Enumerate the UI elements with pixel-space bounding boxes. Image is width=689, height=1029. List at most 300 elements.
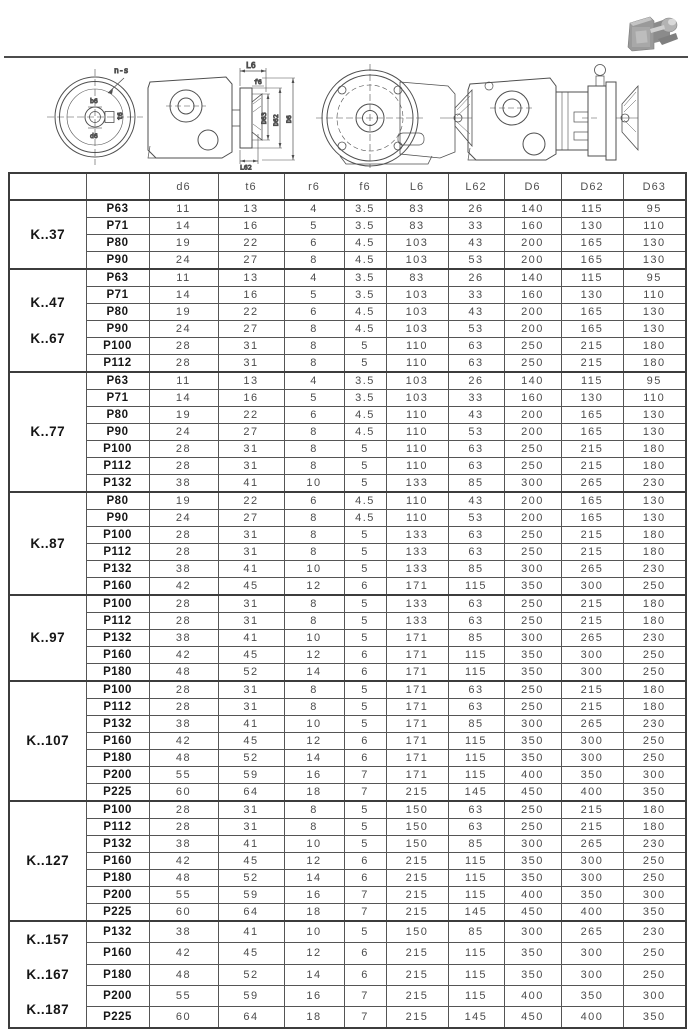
motor-size-cell: P90 [86, 252, 149, 270]
value-cell: 200 [504, 235, 561, 252]
motor-size-cell: P180 [86, 964, 149, 985]
value-cell: 45 [218, 943, 284, 964]
value-cell: 48 [149, 870, 218, 887]
value-cell: 215 [561, 355, 623, 373]
flange-front-view-drawing [316, 64, 472, 168]
value-cell: 350 [504, 578, 561, 596]
value-cell: 16 [218, 218, 284, 235]
value-cell: 130 [623, 407, 686, 424]
value-cell: 5 [344, 544, 386, 561]
value-cell: 16 [284, 985, 344, 1006]
value-cell: 180 [623, 458, 686, 475]
dim-D63-label: D63 [260, 112, 268, 124]
value-cell: 4.5 [344, 252, 386, 270]
value-cell: 53 [448, 252, 504, 270]
table-row [9, 355, 686, 373]
value-cell: 33 [448, 218, 504, 235]
group-label-cell [9, 681, 86, 801]
value-cell: 250 [504, 441, 561, 458]
table-row [9, 269, 686, 287]
value-cell: 42 [149, 943, 218, 964]
value-cell: 110 [386, 441, 448, 458]
value-cell: 42 [149, 733, 218, 750]
value-cell: 450 [504, 784, 561, 802]
value-cell: 215 [561, 595, 623, 613]
value-cell: 48 [149, 964, 218, 985]
value-cell: 38 [149, 630, 218, 647]
value-cell: 18 [284, 1006, 344, 1028]
value-cell: 300 [561, 750, 623, 767]
value-cell: 52 [218, 664, 284, 682]
motor-size-cell: P180 [86, 870, 149, 887]
value-cell: 133 [386, 475, 448, 493]
value-cell: 215 [561, 544, 623, 561]
end-view-drawing [47, 66, 143, 165]
value-cell: 130 [623, 252, 686, 270]
holes-count-label: n-s [114, 66, 129, 75]
value-cell: 8 [284, 458, 344, 475]
value-cell: 3.5 [344, 269, 386, 287]
value-cell: 64 [218, 904, 284, 922]
value-cell: 400 [504, 767, 561, 784]
value-cell: 350 [561, 887, 623, 904]
value-cell: 6 [344, 647, 386, 664]
table-row [9, 407, 686, 424]
motor-size-cell: P160 [86, 943, 149, 964]
value-cell: 16 [284, 887, 344, 904]
value-cell: 41 [218, 921, 284, 943]
value-cell: 11 [149, 269, 218, 287]
value-cell: 24 [149, 424, 218, 441]
value-cell: 300 [561, 664, 623, 682]
value-cell: 48 [149, 664, 218, 682]
value-cell: 350 [504, 870, 561, 887]
value-cell: 180 [623, 355, 686, 373]
group-label: K..187 [26, 1002, 70, 1018]
value-cell: 5 [344, 561, 386, 578]
dim-D62-label: D62 [272, 114, 280, 126]
motor-size-cell: P80 [86, 235, 149, 252]
value-cell: 6 [344, 664, 386, 682]
table-row [9, 904, 686, 922]
motor-size-cell: P100 [86, 441, 149, 458]
value-cell: 5 [344, 681, 386, 699]
value-cell: 18 [284, 904, 344, 922]
value-cell: 10 [284, 716, 344, 733]
value-cell: 165 [561, 492, 623, 510]
value-cell: 5 [344, 801, 386, 819]
motor-size-cell: P63 [86, 269, 149, 287]
value-cell: 110 [623, 218, 686, 235]
value-cell: 115 [448, 887, 504, 904]
column-header: L6 [386, 173, 448, 200]
value-cell: 250 [504, 527, 561, 544]
header-blank-cell [86, 173, 149, 200]
motor-size-cell: P180 [86, 664, 149, 682]
value-cell: 300 [623, 767, 686, 784]
value-cell: 350 [504, 733, 561, 750]
value-cell: 165 [561, 304, 623, 321]
gearmotor-photo-shape [628, 17, 678, 51]
dim-f6-label: f6 [254, 78, 262, 86]
table-row [9, 716, 686, 733]
value-cell: 6 [344, 733, 386, 750]
value-cell: 28 [149, 613, 218, 630]
value-cell: 115 [448, 750, 504, 767]
table-row [9, 921, 686, 943]
value-cell: 28 [149, 338, 218, 355]
value-cell: 200 [504, 304, 561, 321]
value-cell: 250 [504, 595, 561, 613]
value-cell: 115 [448, 870, 504, 887]
value-cell: 250 [623, 853, 686, 870]
value-cell: 180 [623, 527, 686, 544]
column-header: D62 [561, 173, 623, 200]
value-cell: 250 [504, 681, 561, 699]
value-cell: 350 [561, 767, 623, 784]
value-cell: 16 [284, 767, 344, 784]
value-cell: 13 [218, 269, 284, 287]
value-cell: 22 [218, 304, 284, 321]
value-cell: 300 [561, 943, 623, 964]
table-row [9, 985, 686, 1006]
value-cell: 8 [284, 801, 344, 819]
value-cell: 400 [561, 904, 623, 922]
value-cell: 300 [504, 921, 561, 943]
value-cell: 165 [561, 407, 623, 424]
technical-drawings [0, 60, 689, 170]
table-row [9, 441, 686, 458]
motor-size-cell: P90 [86, 321, 149, 338]
table-row [9, 853, 686, 870]
value-cell: 5 [344, 699, 386, 716]
value-cell: 31 [218, 441, 284, 458]
value-cell: 45 [218, 578, 284, 596]
value-cell: 115 [448, 733, 504, 750]
group-label: K..37 [30, 226, 66, 242]
motor-size-cell: P225 [86, 784, 149, 802]
value-cell: 3.5 [344, 218, 386, 235]
column-header: r6 [284, 173, 344, 200]
table-row [9, 647, 686, 664]
value-cell: 95 [623, 200, 686, 218]
value-cell: 5 [344, 921, 386, 943]
motor-size-cell: P225 [86, 1006, 149, 1028]
value-cell: 24 [149, 510, 218, 527]
value-cell: 215 [386, 904, 448, 922]
value-cell: 28 [149, 699, 218, 716]
value-cell: 8 [284, 338, 344, 355]
motor-size-cell: P132 [86, 630, 149, 647]
value-cell: 14 [149, 390, 218, 407]
value-cell: 8 [284, 252, 344, 270]
value-cell: 14 [149, 287, 218, 304]
group-label: K..127 [26, 853, 70, 869]
value-cell: 7 [344, 985, 386, 1006]
column-header: D6 [504, 173, 561, 200]
value-cell: 230 [623, 921, 686, 943]
table-row [9, 510, 686, 527]
value-cell: 42 [149, 578, 218, 596]
value-cell: 350 [561, 985, 623, 1006]
group-label: K..157 [26, 932, 70, 947]
value-cell: 83 [386, 200, 448, 218]
value-cell: 6 [344, 853, 386, 870]
value-cell: 215 [561, 681, 623, 699]
group-label: K..97 [30, 630, 66, 646]
value-cell: 4.5 [344, 235, 386, 252]
motor-size-cell: P63 [86, 372, 149, 390]
value-cell: 24 [149, 321, 218, 338]
value-cell: 230 [623, 836, 686, 853]
group-label-cell [9, 200, 86, 269]
value-cell: 110 [386, 458, 448, 475]
value-cell: 130 [623, 304, 686, 321]
motor-size-cell: P112 [86, 613, 149, 630]
motor-size-cell: P100 [86, 681, 149, 699]
value-cell: 115 [561, 269, 623, 287]
value-cell: 12 [284, 733, 344, 750]
value-cell: 64 [218, 784, 284, 802]
value-cell: 28 [149, 801, 218, 819]
motor-size-cell: P112 [86, 355, 149, 373]
value-cell: 5 [284, 287, 344, 304]
value-cell: 4.5 [344, 304, 386, 321]
value-cell: 63 [448, 355, 504, 373]
motor-size-cell: P225 [86, 904, 149, 922]
value-cell: 63 [448, 458, 504, 475]
value-cell: 215 [386, 853, 448, 870]
value-cell: 8 [284, 544, 344, 561]
value-cell: 130 [623, 235, 686, 252]
value-cell: 31 [218, 801, 284, 819]
value-cell: 31 [218, 699, 284, 716]
value-cell: 215 [386, 985, 448, 1006]
motor-size-cell: P80 [86, 492, 149, 510]
table-header [9, 173, 686, 200]
value-cell: 160 [504, 218, 561, 235]
table-row [9, 943, 686, 964]
value-cell: 28 [149, 355, 218, 373]
table-row [9, 492, 686, 510]
value-cell: 18 [284, 784, 344, 802]
value-cell: 5 [344, 630, 386, 647]
value-cell: 24 [149, 252, 218, 270]
table-row [9, 321, 686, 338]
value-cell: 215 [386, 1006, 448, 1028]
value-cell: 28 [149, 441, 218, 458]
table-row [9, 287, 686, 304]
value-cell: 300 [504, 630, 561, 647]
value-cell: 53 [448, 321, 504, 338]
table-row [9, 699, 686, 716]
value-cell: 5 [344, 338, 386, 355]
value-cell: 5 [344, 355, 386, 373]
value-cell: 28 [149, 819, 218, 836]
table-row [9, 338, 686, 355]
value-cell: 110 [623, 390, 686, 407]
value-cell: 160 [504, 390, 561, 407]
value-cell: 41 [218, 475, 284, 493]
value-cell: 133 [386, 561, 448, 578]
value-cell: 43 [448, 407, 504, 424]
value-cell: 230 [623, 630, 686, 647]
value-cell: 19 [149, 304, 218, 321]
value-cell: 300 [561, 870, 623, 887]
value-cell: 250 [623, 750, 686, 767]
table-row [9, 870, 686, 887]
value-cell: 115 [448, 943, 504, 964]
value-cell: 6 [344, 750, 386, 767]
value-cell: 55 [149, 887, 218, 904]
value-cell: 22 [218, 492, 284, 510]
value-cell: 5 [344, 527, 386, 544]
value-cell: 4.5 [344, 321, 386, 338]
value-cell: 5 [344, 475, 386, 493]
value-cell: 38 [149, 475, 218, 493]
value-cell: 4.5 [344, 492, 386, 510]
value-cell: 130 [623, 424, 686, 441]
value-cell: 350 [504, 853, 561, 870]
value-cell: 6 [344, 964, 386, 985]
value-cell: 130 [623, 321, 686, 338]
value-cell: 5 [284, 218, 344, 235]
value-cell: 19 [149, 235, 218, 252]
value-cell: 63 [448, 699, 504, 716]
motor-size-cell: P112 [86, 819, 149, 836]
value-cell: 28 [149, 681, 218, 699]
motor-size-cell: P80 [86, 407, 149, 424]
value-cell: 115 [448, 853, 504, 870]
value-cell: 133 [386, 544, 448, 561]
value-cell: 6 [344, 943, 386, 964]
value-cell: 83 [386, 218, 448, 235]
value-cell: 265 [561, 921, 623, 943]
group-label: K..107 [26, 733, 70, 749]
value-cell: 10 [284, 630, 344, 647]
value-cell: 43 [448, 304, 504, 321]
d6-label: d6 [90, 132, 98, 140]
motor-size-cell: P80 [86, 304, 149, 321]
value-cell: 103 [386, 390, 448, 407]
table-row [9, 630, 686, 647]
value-cell: 250 [623, 664, 686, 682]
value-cell: 350 [623, 1006, 686, 1028]
value-cell: 171 [386, 664, 448, 682]
value-cell: 103 [386, 321, 448, 338]
motor-size-cell: P180 [86, 750, 149, 767]
value-cell: 300 [561, 647, 623, 664]
value-cell: 115 [448, 647, 504, 664]
value-cell: 85 [448, 475, 504, 493]
value-cell: 140 [504, 269, 561, 287]
value-cell: 55 [149, 767, 218, 784]
value-cell: 16 [218, 390, 284, 407]
value-cell: 171 [386, 767, 448, 784]
value-cell: 5 [344, 595, 386, 613]
value-cell: 180 [623, 544, 686, 561]
value-cell: 64 [218, 1006, 284, 1028]
value-cell: 52 [218, 964, 284, 985]
motor-size-cell: P100 [86, 595, 149, 613]
value-cell: 63 [448, 681, 504, 699]
value-cell: 250 [504, 801, 561, 819]
motor-size-cell: P160 [86, 647, 149, 664]
value-cell: 14 [284, 964, 344, 985]
value-cell: 171 [386, 716, 448, 733]
value-cell: 4.5 [344, 424, 386, 441]
side-view-flange-drawing [148, 61, 295, 170]
value-cell: 350 [504, 647, 561, 664]
value-cell: 5 [344, 836, 386, 853]
table-row [9, 964, 686, 985]
group-label-cell [9, 492, 86, 595]
value-cell: 215 [561, 527, 623, 544]
value-cell: 4 [284, 269, 344, 287]
value-cell: 160 [504, 287, 561, 304]
motor-size-cell: P90 [86, 424, 149, 441]
value-cell: 115 [448, 964, 504, 985]
value-cell: 31 [218, 681, 284, 699]
group-label-cell [9, 595, 86, 681]
value-cell: 140 [504, 200, 561, 218]
value-cell: 48 [149, 750, 218, 767]
value-cell: 14 [284, 664, 344, 682]
motor-size-cell: P100 [86, 801, 149, 819]
value-cell: 265 [561, 475, 623, 493]
value-cell: 14 [284, 750, 344, 767]
value-cell: 300 [561, 853, 623, 870]
table-row [9, 784, 686, 802]
value-cell: 350 [504, 664, 561, 682]
table-row [9, 801, 686, 819]
value-cell: 27 [218, 424, 284, 441]
value-cell: 110 [386, 424, 448, 441]
value-cell: 110 [386, 492, 448, 510]
value-cell: 450 [504, 904, 561, 922]
value-cell: 63 [448, 819, 504, 836]
value-cell: 6 [284, 235, 344, 252]
value-cell: 8 [284, 510, 344, 527]
value-cell: 171 [386, 630, 448, 647]
value-cell: 171 [386, 750, 448, 767]
value-cell: 230 [623, 475, 686, 493]
value-cell: 165 [561, 321, 623, 338]
motor-size-cell: P200 [86, 985, 149, 1006]
value-cell: 400 [561, 784, 623, 802]
motor-size-cell: P112 [86, 458, 149, 475]
value-cell: 250 [504, 699, 561, 716]
table-body [9, 200, 686, 1028]
value-cell: 215 [561, 699, 623, 716]
value-cell: 16 [218, 287, 284, 304]
value-cell: 27 [218, 510, 284, 527]
value-cell: 85 [448, 921, 504, 943]
value-cell: 300 [623, 985, 686, 1006]
value-cell: 133 [386, 595, 448, 613]
value-cell: 145 [448, 784, 504, 802]
value-cell: 115 [448, 578, 504, 596]
value-cell: 63 [448, 441, 504, 458]
value-cell: 95 [623, 269, 686, 287]
group-label-cell [9, 269, 86, 372]
value-cell: 350 [623, 904, 686, 922]
value-cell: 450 [504, 1006, 561, 1028]
table-row [9, 390, 686, 407]
value-cell: 6 [344, 870, 386, 887]
value-cell: 33 [448, 390, 504, 407]
value-cell: 150 [386, 819, 448, 836]
